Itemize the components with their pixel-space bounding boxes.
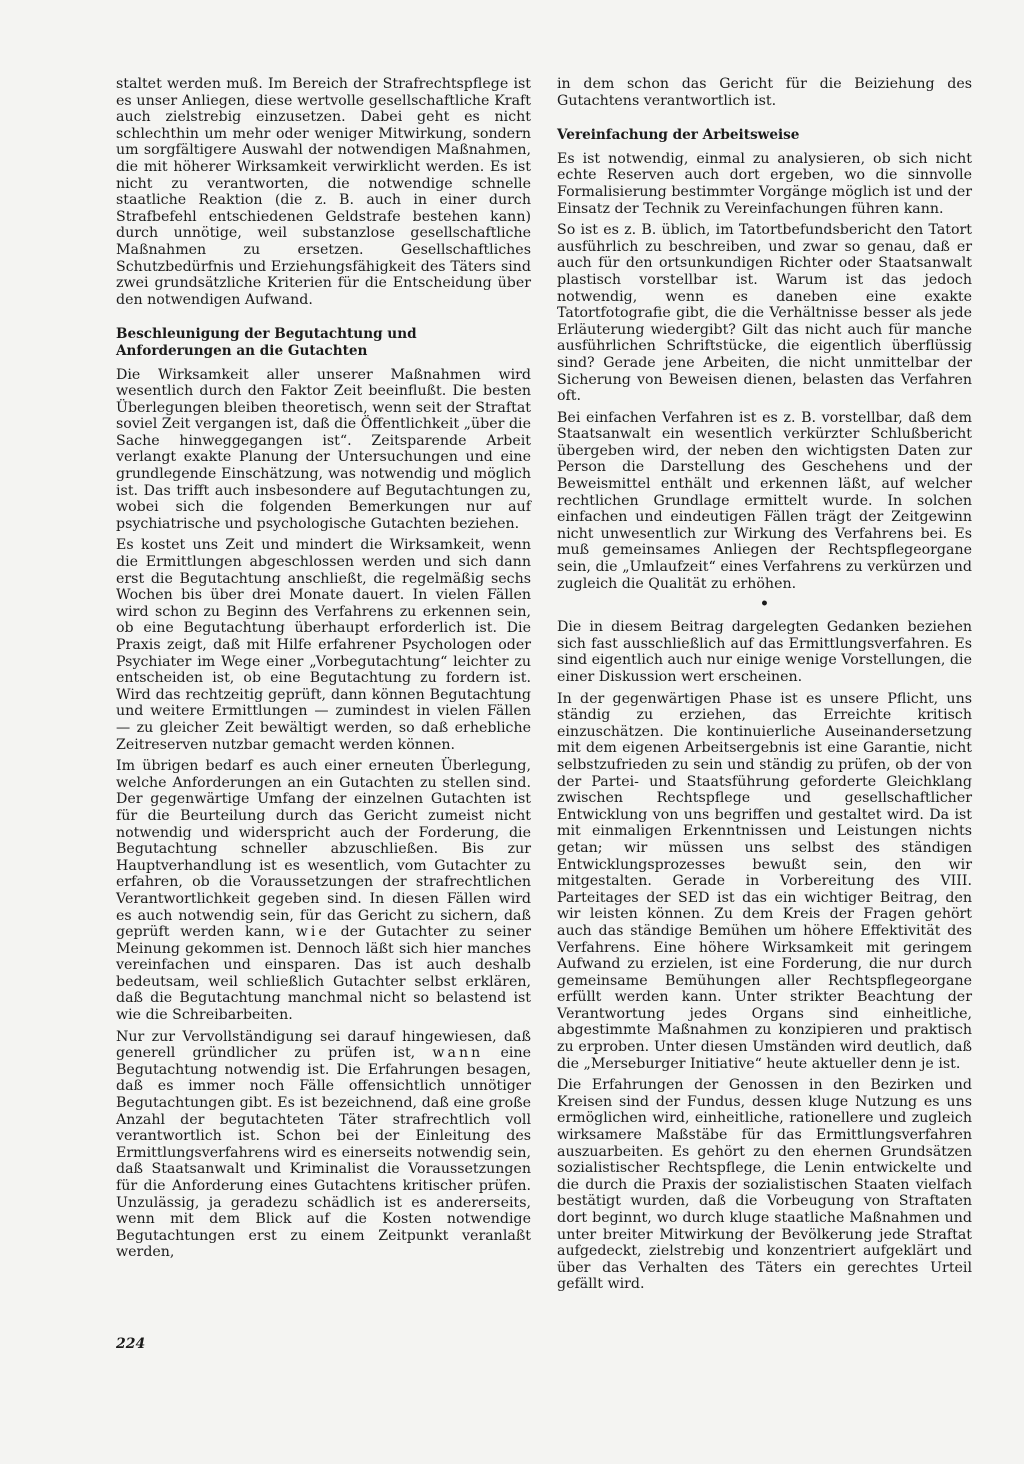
page-number: 224	[116, 1336, 146, 1352]
paragraph: in dem schon das Gericht für die Beiziehung des Gutachtens verantwortlich ist.	[557, 76, 972, 109]
section-separator: •	[760, 596, 769, 613]
left-column	[116, 76, 531, 1266]
paragraph: Es ist notwendig, einmal zu analysieren, ob sich nicht echte Reserven auch dort ergeben, wo die sinnvolle Formalisierung bestimmter Vorgänge möglich ist und der Einsatz der Technik zu Vereinfachungen führen kann.	[557, 150, 972, 217]
paragraph	[116, 758, 531, 1024]
paragraph: Die Erfahrungen der Genossen in den Bezirken und Kreisen sind der Fundus, dessen kluge Nutzung es uns ermöglichen wird, einheitliche, rationellere und zugleich wirksamere Maßstäbe für das Ermittlungsverfahren auszuarbeiten. Es gehört zu den ehernen Grundsätzen sozialistischer Rechtspflege, die Lenin entwickelte und die durch die Praxis der sozialistischen Staaten vielfach bestätigt wurden, daß die Vorbeugung von Straftaten dort beginnt, wo durch kluge staatliche Maßnahmen und unter breiter Mitwirkung der Bevölkerung jede Straftat aufgedeckt, zielstrebig und konzentriert aufgeklärt und über das Verhalten des Täters ein gerechtes Urteil gefällt wird.	[557, 1077, 972, 1293]
paragraph: In der gegenwärtigen Phase ist es unsere Pflicht, uns ständig zu erziehen, das Erreichte kritisch einzuschätzen. Die kontinuierliche Auseinandersetzung mit dem eigenen Arbeitsergebnis ist eine Garantie, nicht selbstzufrieden zu sein und ständig zu prüfen, ob der von der Partei- und Staatsführung geforderte Gleichklang zwischen Rechtspflege und gesellschaftlicher Entwicklung von uns begriffen und gestaltet wird. Da ist mit einmaligen Erkenntnissen und Leistungen nichts getan; wir müssen uns selbst des ständigen Entwicklungsprozesses bewußt sein, den wir mitgestalten. Gerade in Vorbereitung des VIII. Parteitages der SED ist das ein wichtiger Beitrag, den wir leisten können. Zu dem Kreis der Fragen gehört auch das ständige Bemühen um höhere Effektivität des Verfahrens. Eine höhere Wirksamkeit mit geringem Aufwand zu erzielen, ist eine Forderung, die nur durch gemeinsame Bemühungen aller Rechtspflegeorgane erfüllt werden kann. Unter strikter Beachtung der Verantwortung jedes Organs sind einheitliche, abgestimmte Maßnahmen zu konzipieren und praktisch zu erproben. Unter diesen Umständen wird deutlich, daß die „Merseburger Initiative“ heute aktueller denn je ist.	[557, 690, 972, 1072]
text-run: Nur zur Vervollständigung sei darauf hingewiesen, daß generell gründlicher zu prüfen ist,	[116, 1028, 531, 1062]
paragraph	[116, 1029, 531, 1261]
text-run: der Gutachter zu seiner Meinung gekommen ist. Dennoch läßt sich hier manches vereinfachen und einsparen. Das ist auch deshalb bedeutsam, weil schließlich Gutachter selbst erklären, daß die Begutachtung manchmal nicht so belastend ist wie die Schreibarbeiten.	[116, 924, 532, 1024]
emphasis-text: wie	[295, 924, 330, 941]
right-column	[557, 76, 972, 1298]
paragraph: staltet werden muß. Im Bereich der Strafrechtspflege ist es unser Anliegen, diese wertvolle gesellschaftliche Kraft auch zielstrebig einzusetzen. Dabei geht es nicht schlechthin um mehr oder weniger Mitwirkung, sondern um sorgfältigere Auswahl der notwendigen Maßnahmen, die mit höherer Wirksamkeit verwirklicht werden. Es ist nicht zu verantworten, die notwendige schnelle staatliche Reaktion (die z. B. auch in einer durch Strafbefehl entschiedenen Geldstrafe bestehen kann) durch unnötige, weil substanzlose gesellschaftliche Maßnahmen zu ersetzen. Gesellschaftliches Schutzbedürfnis und Erziehungsfähigkeit des Täters sind zwei grundsätzliche Kriterien für die Entscheidung über den notwendigen Aufwand.	[116, 76, 531, 308]
emphasis-text: wann	[432, 1045, 484, 1062]
paragraph: So ist es z. B. üblich, im Tatortbefundsbericht den Tatort ausführlich zu beschreiben, und zwar so genau, daß er auch für den ortsunkundigen Richter oder Staatsanwalt plastisch vorstellbar ist. Warum ist das jedoch notwendig, wenn es daneben eine exakte Tatortfotografie gibt, die die Verhältnisse besser als jede Erläuterung wiedergibt? Gilt das nicht auch für manche ausführlichen Schriftstücke, die eigentlich überflüssig sind? Gerade jene Arbeiten, die nicht unmittelbar der Sicherung von Beweisen dienen, belasten das Verfahren oft.	[557, 222, 972, 405]
text-run: Im übrigen bedarf es auch einer erneuten Überlegung, welche Anforderungen an ein Gutachten zu stellen sind. Der gegenwärtige Umfang der einzelnen Gutachten ist für die Beurteilung durch das Gericht zumeist nicht notwendig und widerspricht auch der Forderung, die Begutachtung schneller abzuschließen. Bis zur Hauptverhandlung ist es wesentlich, vom Gutachter zu erfahren, ob die Voraussetzungen der strafrechtlichen Verantwortlichkeit gegeben sind. In diesen Fällen wird es auch notwendig sein, für das Gericht zu sichern, daß geprüft werden kann,	[116, 758, 531, 941]
paragraph: Bei einfachen Verfahren ist es z. B. vorstellbar, daß dem Staatsanwalt ein wesentlich verkürzter Schlußbericht übergeben wird, der neben den wichtigsten Daten zur Person die Darstellung des Geschehens und der Beweismittel enthält und erkennen läßt, auf welcher rechtlichen Grundlage ermittelt wurde. In solchen einfachen und eindeutigen Fällen trägt der Zeitgewinn nicht unwesentlich zur Wirkung des Verfahrens bei. Es muß gemeinsames Anliegen der Rechtspflegeorgane sein, die „Umlaufzeit“ eines Verfahrens zu verkürzen und zugleich die Qualität zu erhöhen.	[557, 409, 972, 592]
section-heading: Vereinfachung der Arbeitsweise	[557, 127, 800, 144]
section-heading: Beschleunigung der Begutachtung und Anforderungen an die Gutachten	[116, 326, 417, 359]
text-run: eine Begutachtung notwendig ist. Die Erfahrungen besagen, daß es immer noch Fälle offensichtlich unnötiger Begutachtungen gibt. Es ist bezeichnend, daß eine große Anzahl der begutachteten Täter strafrechtlich voll verantwortlich ist. Schon bei der Einleitung des Ermittlungsverfahrens wird es einerseits notwendig sein, daß Staatsanwalt und Kriminalist die Voraussetzungen für die Anforderung eines Gutachtens kritischer prüfen. Unzulässig, ja geradezu schädlich ist es andererseits, wenn mit dem Blick auf die Kosten notwendige Begutachtungen erst zu einem Zeitpunkt veranlaßt werden,	[116, 1045, 531, 1261]
paragraph: Es kostet uns Zeit und mindert die Wirksamkeit, wenn die Ermittlungen abgeschlossen werden und sich dann erst die Begutachtung anschließt, die regelmäßig sechs Wochen bis über drei Monate dauert. In vielen Fällen wird schon zu Beginn des Verfahrens zu erkennen sein, ob eine Begutachtung überhaupt erforderlich ist. Die Praxis zeigt, daß mit Hilfe erfahrener Psychologen oder Psychiater im Wege einer „Vorbegutachtung“ leichter zu entscheiden ist, ob eine Begutachtung zu fordern ist. Wird das rechtzeitig geprüft, dann können Begutachtung und weitere Ermittlungen — zumindest in vielen Fällen — zu gleicher Zeit bewältigt werden, so daß erhebliche Zeitreserven nutzbar gemacht werden können.	[116, 537, 531, 753]
paragraph: Die Wirksamkeit aller unserer Maßnahmen wird wesentlich durch den Faktor Zeit beeinflußt. Die besten Überlegungen bleiben theoretisch, wenn seit der Straftat soviel Zeit vergangen ist, daß die Öffentlichkeit „über die Sache hinweggegangen ist“. Zeitsparende Arbeit verlangt exakte Planung der Untersuchungen und eine grundlegende Einschätzung, was notwendig und möglich ist. Das trifft auch insbesondere auf Begutachtungen zu, wobei sich die folgenden Bemerkungen nur auf psychiatrische und psychologische Gutachten beziehen.	[116, 366, 531, 532]
paragraph: Die in diesem Beitrag dargelegten Gedanken beziehen sich fast ausschließlich auf das Ermittlungsverfahren. Es sind eigentlich auch nur einige wenige Vorstellungen, die einer Diskussion wert erscheinen.	[557, 619, 972, 685]
